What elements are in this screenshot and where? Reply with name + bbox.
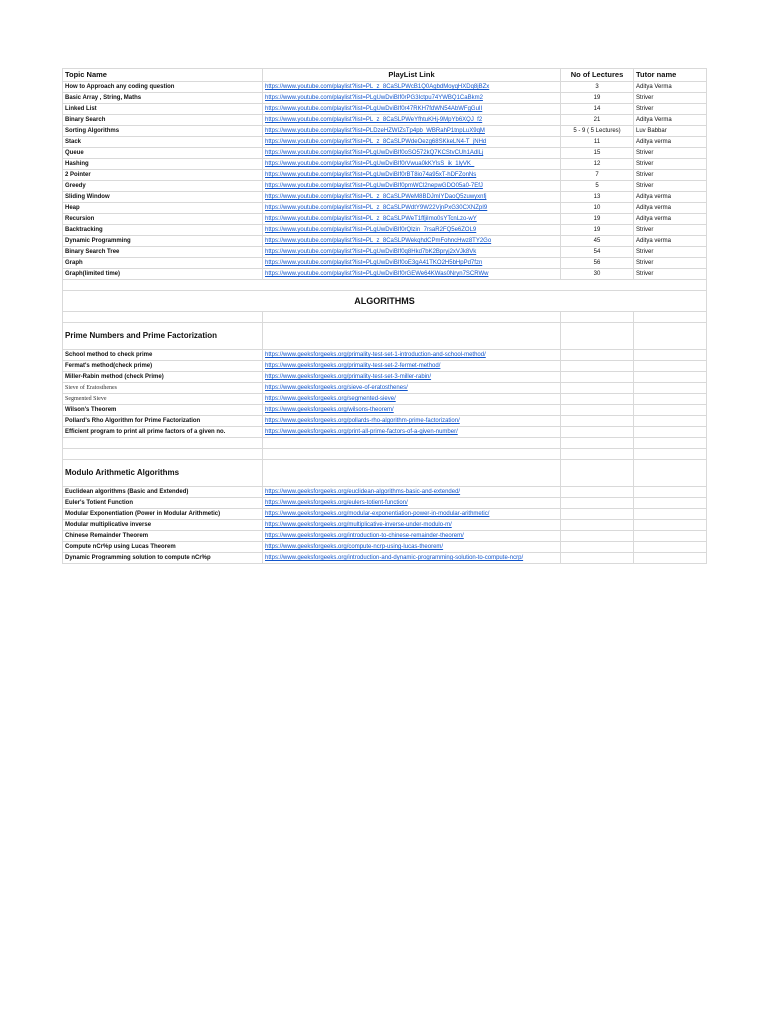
playlist-topic: Basic Array , String, Maths [63, 93, 263, 104]
playlist-row [63, 148, 707, 159]
playlist-row [63, 225, 707, 236]
playlist-row [63, 126, 707, 137]
playlist-lectures: 14 [561, 104, 634, 115]
algorithm-topic: Wilson's Theorem [63, 405, 263, 416]
playlist-link[interactable]: https://www.youtube.com/playlist?list=PLgUwDviBIf0rPG3Ictpu74YWBQ1CaBkm2 [265, 95, 483, 101]
playlist-tutor: Striver [634, 258, 707, 269]
playlist-link-cell [263, 159, 561, 170]
playlist-lectures: 12 [561, 159, 634, 170]
modulo-section-body [63, 487, 707, 564]
playlist-link[interactable]: https://www.youtube.com/playlist?list=PLgUwDviBIf0oE3gA41TKO2H5bHpPd7fzn [265, 260, 483, 266]
playlist-lectures: 15 [561, 148, 634, 159]
empty-cell [561, 405, 634, 416]
playlist-link[interactable]: https://www.youtube.com/playlist?list=PLgUwDviBIf0rBT8io74a95xT-hDFZonNs [265, 172, 477, 178]
algorithm-row [63, 509, 707, 520]
algorithm-row [63, 520, 707, 531]
header-tutor: Tutor name [634, 69, 707, 82]
algorithm-link[interactable]: https://www.geeksforgeeks.org/pollards-rho-algorithm-prime-factorization/ [265, 418, 460, 424]
playlist-row [63, 104, 707, 115]
empty-cell [634, 427, 707, 438]
playlist-lectures: 13 [561, 192, 634, 203]
playlist-tutor: Striver [634, 104, 707, 115]
empty-cell [561, 487, 634, 498]
playlist-topic: Binary Search Tree [63, 247, 263, 258]
algorithm-link-cell [263, 416, 561, 427]
algorithm-row [63, 416, 707, 427]
header-topic: Topic Name [63, 69, 263, 82]
playlist-lectures: 19 [561, 93, 634, 104]
playlist-topic: How to Approach any coding question [63, 82, 263, 93]
playlist-lectures: 54 [561, 247, 634, 258]
playlist-lectures: 5 - 9 ( 5 Lectures) [561, 126, 634, 137]
playlist-link-cell [263, 225, 561, 236]
algorithm-topic: Euclidean algorithms (Basic and Extended) [63, 487, 263, 498]
playlist-link[interactable]: https://www.youtube.com/playlist?list=PLgUwDviBIf0rGEWe64KWas0Nryn7SCRWw [265, 271, 489, 277]
playlist-lectures: 19 [561, 214, 634, 225]
algorithm-link-cell [263, 509, 561, 520]
playlist-link-cell [263, 126, 561, 137]
playlist-lectures: 21 [561, 115, 634, 126]
algorithms-title: ALGORITHMS [63, 291, 707, 312]
empty-cell [634, 498, 707, 509]
algorithm-link[interactable]: https://www.geeksforgeeks.org/sieve-of-eratosthenes/ [265, 385, 408, 391]
algorithm-link-cell [263, 383, 561, 394]
algorithm-link[interactable]: https://www.geeksforgeeks.org/introduction-to-chinese-remainder-theorem/ [265, 533, 464, 539]
playlist-table [62, 68, 707, 564]
algorithm-row [63, 487, 707, 498]
algorithm-topic: School method to check prime [63, 350, 263, 361]
modulo-section-title-row [63, 460, 707, 487]
algorithm-topic: Dynamic Programming solution to compute nCr%p [63, 553, 263, 564]
playlist-lectures: 10 [561, 203, 634, 214]
playlist-tutor: Aditya Verma [634, 115, 707, 126]
algorithms-body [63, 280, 707, 350]
playlist-link-cell [263, 82, 561, 93]
playlist-lectures: 56 [561, 258, 634, 269]
playlist-lectures: 7 [561, 170, 634, 181]
algorithm-link-cell [263, 361, 561, 372]
empty-cell [561, 372, 634, 383]
playlist-topic: Dynamic Programming [63, 236, 263, 247]
empty-cell [561, 553, 634, 564]
playlist-link-cell [263, 192, 561, 203]
algorithm-link-cell [263, 498, 561, 509]
empty-cell [634, 487, 707, 498]
empty-cell [634, 509, 707, 520]
algorithm-link-cell [263, 542, 561, 553]
algorithm-row [63, 383, 707, 394]
playlist-tutor: Striver [634, 159, 707, 170]
playlist-topic: Sorting Algorithms [63, 126, 263, 137]
playlist-row [63, 258, 707, 269]
playlist-row [63, 93, 707, 104]
playlist-topic: Graph [63, 258, 263, 269]
playlist-row [63, 115, 707, 126]
playlist-link[interactable]: https://www.youtube.com/playlist?list=PLgUwDviBIf0rQlzin_7rsaR2FQ5e6ZOL9 [265, 227, 477, 233]
algorithm-link[interactable]: https://www.geeksforgeeks.org/introduction-and-dynamic-programming-solution-to-compute-ncrp/ [265, 555, 524, 561]
empty-cell [634, 531, 707, 542]
playlist-topic: Binary Search [63, 115, 263, 126]
algorithm-link-cell [263, 487, 561, 498]
empty-cell [634, 520, 707, 531]
playlist-row [63, 137, 707, 148]
playlist-link[interactable]: https://www.youtube.com/playlist?list=PL_z_8CaSLPWeYfhtuKHj-9MpYb6XQJ_f2 [265, 117, 483, 123]
playlist-link[interactable]: https://www.youtube.com/playlist?list=PLgUwDviBIf0r47RKH7fdWN54AbWFgGuII [265, 106, 483, 112]
playlist-link[interactable]: https://www.youtube.com/playlist?list=PLgUwDviBIf0q8Hkd7bK2Bpryj2xVJk8Vk [265, 249, 477, 255]
algorithm-link[interactable]: https://www.geeksforgeeks.org/primality-test-set-1-introduction-and-school-method/ [265, 352, 486, 358]
prime-section-title-row [63, 323, 707, 350]
empty-cell [634, 416, 707, 427]
spreadsheet [62, 68, 706, 564]
playlist-topic: Backtracking [63, 225, 263, 236]
playlist-link[interactable]: https://www.youtube.com/playlist?list=PLgUwDviBIf0pmWCl2nepwGDO05a0-7EfJ [265, 183, 483, 189]
playlist-link[interactable]: https://www.youtube.com/playlist?list=PLgUwDviBIf0oSO572kQ7KCStvCUh1AdlLj [265, 150, 484, 156]
algorithm-row [63, 361, 707, 372]
algorithm-link[interactable]: https://www.geeksforgeeks.org/segmented-sieve/ [265, 396, 396, 402]
playlist-tutor: Striver [634, 93, 707, 104]
spacer-row [63, 438, 707, 449]
algorithm-link[interactable]: https://www.geeksforgeeks.org/modular-exponentiation-power-in-modular-arithmetic/ [265, 511, 490, 517]
playlist-topic: Sliding Window [63, 192, 263, 203]
algorithm-row [63, 542, 707, 553]
playlist-tutor: Aditya verma [634, 137, 707, 148]
playlist-topic: Stack [63, 137, 263, 148]
algorithm-link[interactable]: https://www.geeksforgeeks.org/eulers-totient-function/ [265, 500, 408, 506]
playlist-link-cell [263, 203, 561, 214]
algorithm-link[interactable]: https://www.geeksforgeeks.org/multiplicative-inverse-under-modulo-m/ [265, 522, 452, 528]
playlist-link-cell [263, 258, 561, 269]
playlist-lectures: 5 [561, 181, 634, 192]
empty-cell [561, 350, 634, 361]
playlist-link[interactable]: https://www.youtube.com/playlist?list=PL_z_8CaSLPWeM8BDJmIYDaoQ5zuwyxnfj [265, 194, 487, 200]
algorithm-row [63, 427, 707, 438]
playlist-link-cell [263, 104, 561, 115]
playlist-link-cell [263, 170, 561, 181]
playlist-row [63, 214, 707, 225]
playlist-tutor: Aditya verma [634, 203, 707, 214]
algorithm-link[interactable]: https://www.geeksforgeeks.org/print-all-prime-factors-of-a-given-number/ [265, 429, 458, 435]
algorithm-row [63, 372, 707, 383]
algorithm-link[interactable]: https://www.geeksforgeeks.org/primality-test-set-3-miller-rabin/ [265, 374, 432, 380]
playlist-body [63, 82, 707, 280]
algorithm-row [63, 531, 707, 542]
playlist-row [63, 236, 707, 247]
spacer-row [63, 449, 707, 460]
header-link: PlayList Link [263, 69, 561, 82]
playlist-topic: Graph(limited time) [63, 269, 263, 280]
playlist-link[interactable]: https://www.youtube.com/playlist?list=PL_z_8CaSLPWdeOezg68SKkeLN4-T_jNHd [265, 139, 487, 145]
algorithm-row [63, 350, 707, 361]
empty-cell [561, 361, 634, 372]
algorithm-row [63, 405, 707, 416]
algorithm-row [63, 498, 707, 509]
empty-cell [561, 520, 634, 531]
algorithm-topic: Miller-Rabin method (check Prime) [63, 372, 263, 383]
playlist-link-cell [263, 269, 561, 280]
playlist-tutor: Luv Babbar [634, 126, 707, 137]
playlist-topic: Greedy [63, 181, 263, 192]
playlist-lectures: 30 [561, 269, 634, 280]
playlist-topic: 2 Pointer [63, 170, 263, 181]
header-row [63, 69, 707, 82]
playlist-link[interactable]: https://www.youtube.com/playlist?list=PL_z_8CaSLPWcB1Q0AgbdMoyqHXDq8jBZx [265, 84, 490, 90]
playlist-tutor: Striver [634, 225, 707, 236]
spacer-row [63, 312, 707, 323]
playlist-link-cell [263, 93, 561, 104]
playlist-lectures: 11 [561, 137, 634, 148]
empty-cell [561, 509, 634, 520]
algorithm-link[interactable]: https://www.geeksforgeeks.org/euclidean-algorithms-basic-and-extended/ [265, 489, 461, 495]
header-lectures: No of Lectures [561, 69, 634, 82]
playlist-row [63, 192, 707, 203]
empty-cell [634, 372, 707, 383]
playlist-tutor: Striver [634, 170, 707, 181]
playlist-tutor: Striver [634, 247, 707, 258]
playlist-lectures: 45 [561, 236, 634, 247]
playlist-topic: Queue [63, 148, 263, 159]
playlist-link[interactable]: https://www.youtube.com/playlist?list=PL_z_8CaSLPWdtY9W22VjnPxG30CXNZpI9 [265, 205, 488, 211]
algorithm-link-cell [263, 372, 561, 383]
playlist-topic: Recursion [63, 214, 263, 225]
empty-cell [634, 361, 707, 372]
playlist-link-cell [263, 137, 561, 148]
algorithm-row [63, 394, 707, 405]
algorithm-topic: Pollard's Rho Algorithm for Prime Factorization [63, 416, 263, 427]
playlist-row [63, 181, 707, 192]
algorithm-link-cell [263, 405, 561, 416]
algorithm-link-cell [263, 394, 561, 405]
algorithm-link[interactable]: https://www.geeksforgeeks.org/primality-test-set-2-fermet-method/ [265, 363, 441, 369]
empty-cell [634, 405, 707, 416]
algorithm-topic: Fermat's method(check prime) [63, 361, 263, 372]
modulo-header-body [63, 438, 707, 487]
algorithm-link-cell [263, 520, 561, 531]
playlist-link-cell [263, 181, 561, 192]
empty-cell [634, 553, 707, 564]
prime-section-title: Prime Numbers and Prime Factorization [63, 323, 263, 350]
playlist-row [63, 247, 707, 258]
playlist-lectures: 19 [561, 225, 634, 236]
algorithm-topic: Chinese Remainder Theorem [63, 531, 263, 542]
playlist-row [63, 269, 707, 280]
playlist-link-cell [263, 247, 561, 258]
playlist-tutor: Striver [634, 181, 707, 192]
playlist-topic: Linked List [63, 104, 263, 115]
playlist-tutor: Aditya Verma [634, 82, 707, 93]
algorithm-topic: Modular multiplicative inverse [63, 520, 263, 531]
playlist-link[interactable]: https://www.youtube.com/playlist?list=PLgUwDviBIf0rVwua0kKYlsS_ik_1lyVK_ [265, 161, 475, 167]
playlist-row [63, 203, 707, 214]
playlist-topic: Hashing [63, 159, 263, 170]
empty-cell [561, 394, 634, 405]
algorithm-topic: Euler's Totient Function [63, 498, 263, 509]
algorithm-link-cell [263, 427, 561, 438]
modulo-section-title: Modulo Arithmetic Algorithms [63, 460, 263, 487]
playlist-row [63, 82, 707, 93]
playlist-tutor: Striver [634, 148, 707, 159]
playlist-link-cell [263, 236, 561, 247]
playlist-tutor: Aditya verma [634, 214, 707, 225]
playlist-tutor: Aditya verma [634, 192, 707, 203]
playlist-link-cell [263, 214, 561, 225]
algorithm-topic: Segmented Sieve [63, 394, 263, 405]
algorithm-row [63, 553, 707, 564]
algorithm-link[interactable]: https://www.geeksforgeeks.org/wilsons-theorem/ [265, 407, 394, 413]
empty-cell [561, 531, 634, 542]
empty-cell [634, 394, 707, 405]
algorithm-link-cell [263, 350, 561, 361]
algorithm-topic: Compute nCr%p using Lucas Theorem [63, 542, 263, 553]
empty-cell [634, 350, 707, 361]
algorithm-link[interactable]: https://www.geeksforgeeks.org/compute-ncrp-using-lucas-theorem/ [265, 544, 444, 550]
empty-cell [561, 416, 634, 427]
empty-cell [634, 383, 707, 394]
prime-section-body [63, 350, 707, 438]
spacer-row [63, 280, 707, 291]
playlist-row [63, 170, 707, 181]
playlist-link-cell [263, 115, 561, 126]
algorithm-topic: Efficient program to print all prime factors of a given no. [63, 427, 263, 438]
empty-cell [634, 542, 707, 553]
playlist-topic: Heap [63, 203, 263, 214]
playlist-tutor: Aditya verma [634, 236, 707, 247]
empty-cell [561, 427, 634, 438]
empty-cell [561, 542, 634, 553]
playlist-tutor: Striver [634, 269, 707, 280]
playlist-link[interactable]: https://www.youtube.com/playlist?list=PL_z_8CaSLPWeT1ffjiImo0sYTcnLzo-wY [265, 216, 477, 222]
algorithm-topic: Modular Exponentiation (Power in Modular Arithmetic) [63, 509, 263, 520]
playlist-lectures: 3 [561, 82, 634, 93]
algorithms-title-row [63, 291, 707, 312]
playlist-link-cell [263, 148, 561, 159]
empty-cell [561, 383, 634, 394]
algorithm-link-cell [263, 553, 561, 564]
algorithm-link-cell [263, 531, 561, 542]
playlist-link[interactable]: https://www.youtube.com/playlist?list=PLDzeHZWIZsTp4pb_WBRahP1tnpLuX9qM [265, 128, 485, 134]
playlist-row [63, 159, 707, 170]
empty-cell [561, 498, 634, 509]
algorithm-topic: Sieve of Eratosthenes [63, 383, 263, 394]
playlist-link[interactable]: https://www.youtube.com/playlist?list=PL_z_8CaSLPWekqhdCPmFohncHwz8TY2Go [265, 238, 492, 244]
